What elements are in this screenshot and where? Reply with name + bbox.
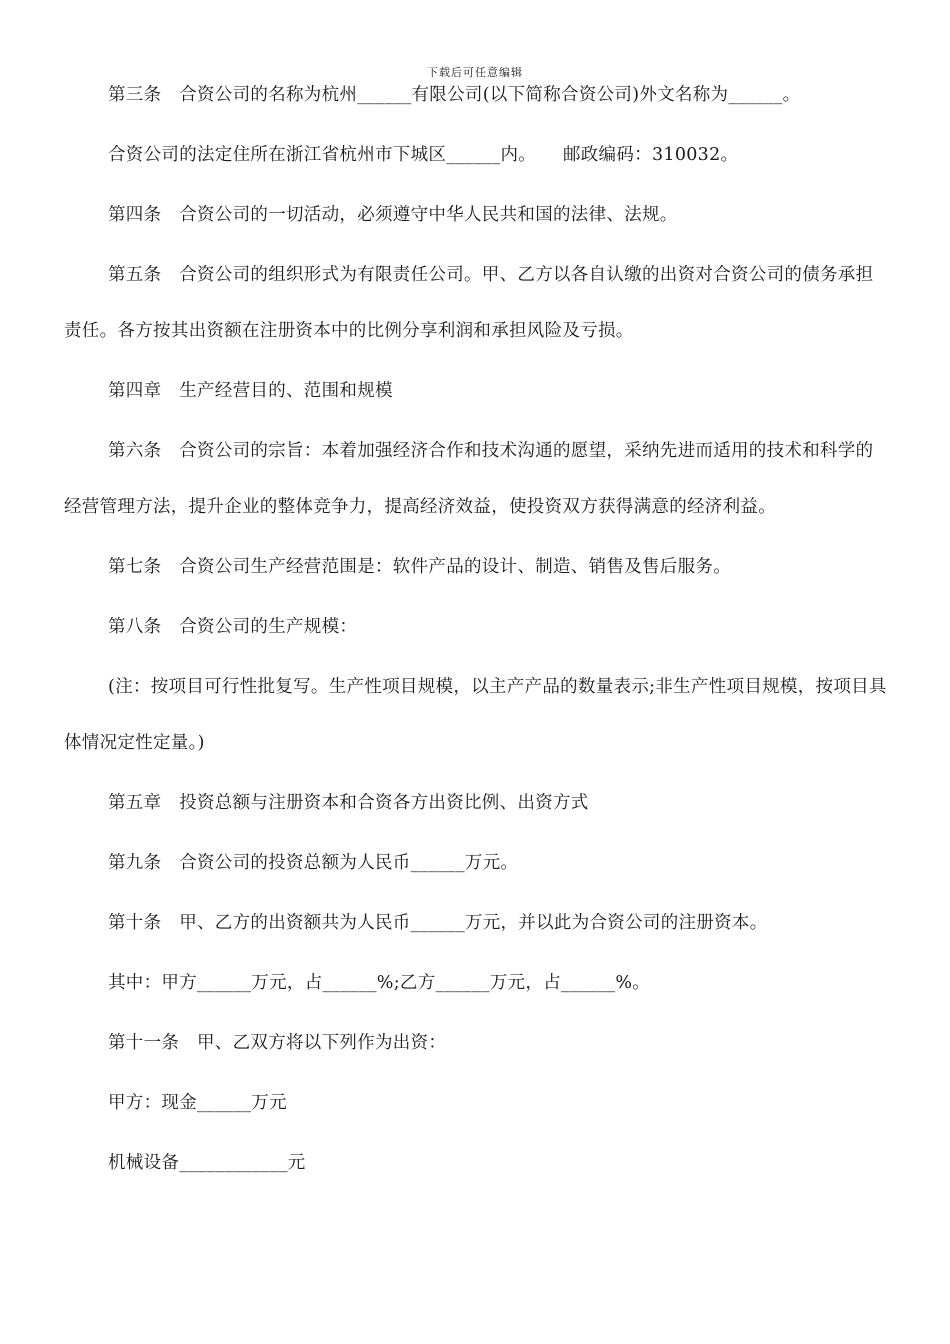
article-10: 第十条 甲、乙方的出资额共为人民币______万元，并以此为合资公司的注册资本。	[108, 913, 768, 933]
capital-split: 其中：甲方______万元，占______%;乙方______万元，占______%。	[108, 973, 651, 993]
article-9: 第九条 合资公司的投资总额为人民币______万元。	[108, 853, 519, 873]
party-a-cash: 甲方：现金______万元	[108, 1093, 287, 1113]
article-11: 第十一条 甲、乙双方将以下列作为出资：	[108, 1033, 447, 1053]
article-7: 第七条 合资公司生产经营范围是：软件产品的设计、制造、销售及售后服务。	[108, 557, 731, 577]
header-note: 下载后可任意编辑	[427, 66, 523, 79]
chapter-5-heading: 第五章 投资总额与注册资本和合资各方出资比例、出资方式	[108, 793, 589, 813]
article-3-name: 第三条 合资公司的名称为杭州______有限公司(以下简称合资公司)外文名称为______。	[108, 85, 801, 105]
article-8: 第八条 合资公司的生产规模：	[108, 617, 358, 637]
legal-address: 合资公司的法定住所在浙江省杭州市下城区______内。 邮政编码：310032。	[108, 145, 739, 165]
article-6: 第六条 合资公司的宗旨：本着加强经济合作和技术沟通的愿望，采纳先进而适用的技术和科学的经营管理方法，提升企业的整体竞争力，提高经济效益，使投资双方获得满意的经济利益。	[64, 441, 874, 517]
article-5: 第五条 合资公司的组织形式为有限责任公司。甲、乙方以各自认缴的出资对合资公司的债务承担责任。各方按其出资额在注册资本中的比例分享利润和承担风险及亏损。	[64, 265, 874, 341]
document-body	[64, 80, 888, 1178]
article-4: 第四条 合资公司的一切活动，必须遵守中华人民共和国的法律、法规。	[108, 205, 678, 225]
machinery-equipment: 机械设备____________元	[108, 1153, 306, 1173]
article-8-note: (注：按项目可行性批复写。生产性项目规模，以主产产品的数量表示;非生产性项目规模，按项目具体情况定性定量。)	[64, 677, 887, 753]
chapter-4-heading: 第四章 生产经营目的、范围和规模	[108, 381, 393, 401]
